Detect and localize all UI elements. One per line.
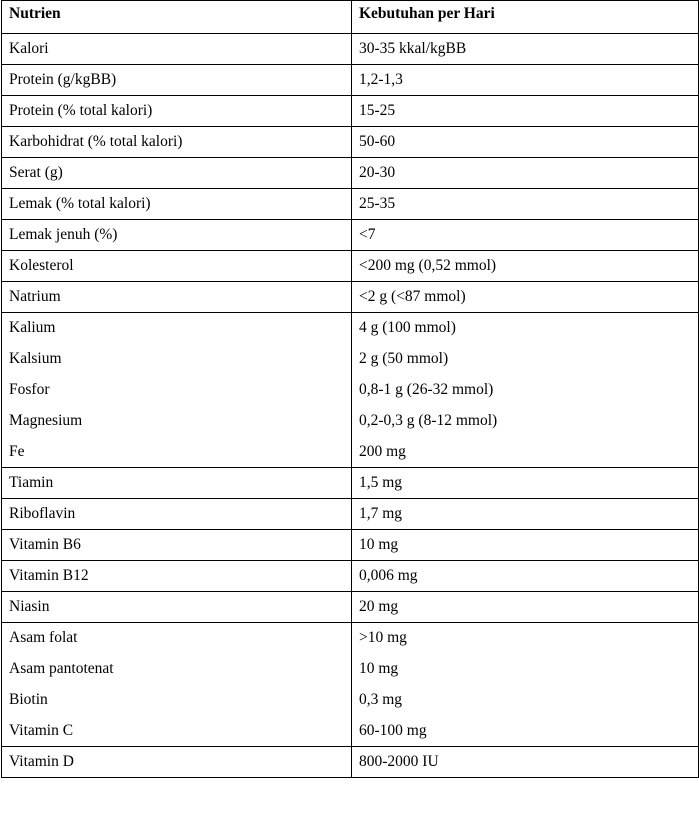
- table-row: [2, 375, 699, 406]
- nutrient-cell: Fosfor: [2, 375, 352, 406]
- table-row: [2, 282, 699, 313]
- table-row: [2, 716, 699, 747]
- nutrient-cell: Tiamin: [2, 468, 352, 499]
- table-row: [2, 530, 699, 561]
- requirement-cell: 2 g (50 mmol): [352, 344, 699, 375]
- table-header-row: [2, 1, 699, 34]
- nutrient-cell: Kolesterol: [2, 251, 352, 282]
- nutrient-cell: Niasin: [2, 592, 352, 623]
- requirement-cell: 0,006 mg: [352, 561, 699, 592]
- nutrient-cell: Natrium: [2, 282, 352, 313]
- requirement-cell: 0,2-0,3 g (8-12 mmol): [352, 406, 699, 437]
- nutrient-cell: Vitamin C: [2, 716, 352, 747]
- requirement-cell: 60-100 mg: [352, 716, 699, 747]
- nutrient-cell: Lemak jenuh (%): [2, 220, 352, 251]
- table-row: [2, 468, 699, 499]
- table-row: [2, 685, 699, 716]
- header-daily-requirement: Kebutuhan per Hari: [352, 1, 699, 34]
- nutrient-cell: Magnesium: [2, 406, 352, 437]
- requirement-cell: 15-25: [352, 96, 699, 127]
- table-row: [2, 127, 699, 158]
- nutrient-requirements-table: [1, 0, 699, 778]
- table-row: [2, 654, 699, 685]
- table-row: [2, 251, 699, 282]
- requirement-cell: 20-30: [352, 158, 699, 189]
- requirement-cell: 20 mg: [352, 592, 699, 623]
- nutrient-cell: Kalori: [2, 34, 352, 65]
- nutrient-cell: Vitamin D: [2, 747, 352, 778]
- requirement-cell: 800-2000 IU: [352, 747, 699, 778]
- table-row: [2, 189, 699, 220]
- requirement-cell: 1,7 mg: [352, 499, 699, 530]
- table-row: [2, 406, 699, 437]
- table-row: [2, 220, 699, 251]
- nutrient-cell: Lemak (% total kalori): [2, 189, 352, 220]
- nutrient-cell: Protein (% total kalori): [2, 96, 352, 127]
- table-row: [2, 623, 699, 654]
- requirement-cell: 25-35: [352, 189, 699, 220]
- nutrient-cell: Kalsium: [2, 344, 352, 375]
- nutrient-cell: Serat (g): [2, 158, 352, 189]
- requirement-cell: <200 mg (0,52 mmol): [352, 251, 699, 282]
- requirement-cell: >10 mg: [352, 623, 699, 654]
- table-row: [2, 437, 699, 468]
- requirement-cell: 1,2-1,3: [352, 65, 699, 96]
- table-row: [2, 34, 699, 65]
- requirement-cell: 50-60: [352, 127, 699, 158]
- table-row: [2, 313, 699, 344]
- requirement-cell: 1,5 mg: [352, 468, 699, 499]
- requirement-cell: 4 g (100 mmol): [352, 313, 699, 344]
- nutrient-cell: Riboflavin: [2, 499, 352, 530]
- requirement-cell: <7: [352, 220, 699, 251]
- requirement-cell: 0,8-1 g (26-32 mmol): [352, 375, 699, 406]
- nutrient-cell: Fe: [2, 437, 352, 468]
- table-row: [2, 499, 699, 530]
- requirement-cell: 0,3 mg: [352, 685, 699, 716]
- requirement-cell: 200 mg: [352, 437, 699, 468]
- nutrient-cell: Kalium: [2, 313, 352, 344]
- requirement-cell: 10 mg: [352, 654, 699, 685]
- nutrient-cell: Biotin: [2, 685, 352, 716]
- requirement-cell: 30-35 kkal/kgBB: [352, 34, 699, 65]
- table-row: [2, 158, 699, 189]
- table-row: [2, 96, 699, 127]
- requirement-cell: <2 g (<87 mmol): [352, 282, 699, 313]
- header-nutrient: Nutrien: [2, 1, 352, 34]
- table-row: [2, 592, 699, 623]
- nutrient-cell: Protein (g/kgBB): [2, 65, 352, 96]
- requirement-cell: 10 mg: [352, 530, 699, 561]
- nutrient-cell: Asam pantotenat: [2, 654, 352, 685]
- table-row: [2, 747, 699, 778]
- nutrient-cell: Karbohidrat (% total kalori): [2, 127, 352, 158]
- table-row: [2, 561, 699, 592]
- nutrient-cell: Vitamin B6: [2, 530, 352, 561]
- nutrient-cell: Asam folat: [2, 623, 352, 654]
- nutrient-cell: Vitamin B12: [2, 561, 352, 592]
- table-row: [2, 344, 699, 375]
- table-row: [2, 65, 699, 96]
